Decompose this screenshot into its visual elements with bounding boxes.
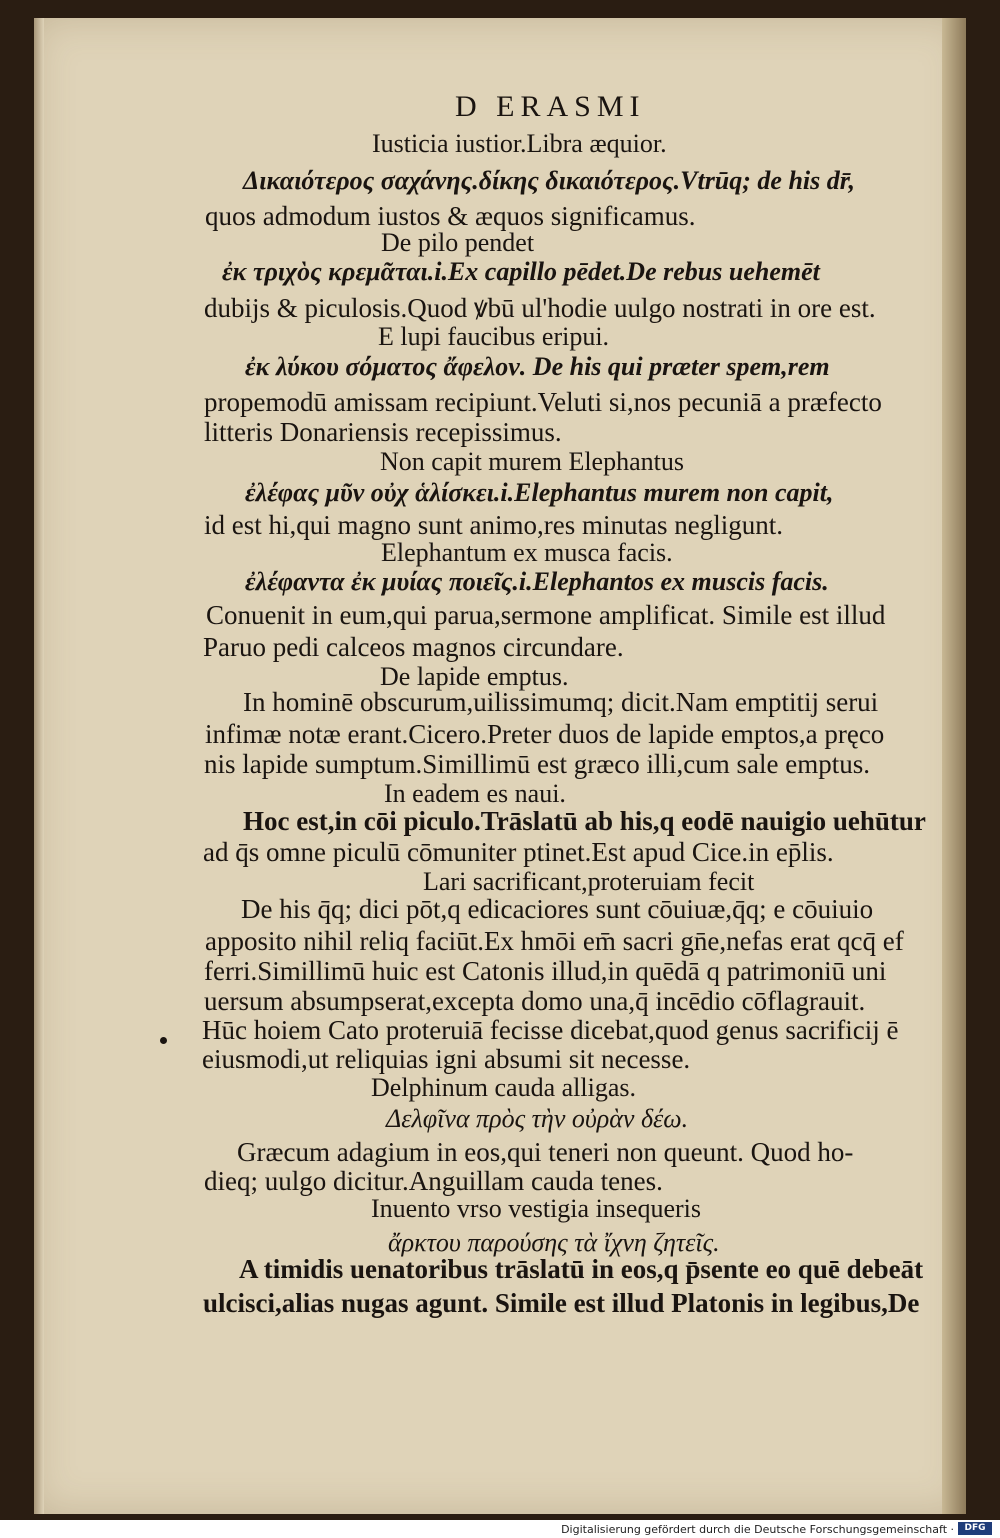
text-line: uersum absumpserat,excepta domo una,q̄ incēdio cōflagrauit. [204,986,866,1016]
text-line: Paruo pedi calceos magnos circundare. [203,632,624,662]
text-line: dieq; uulgo dicitur.Anguillam cauda tenes. [204,1166,663,1196]
text-line: De his q̄q; dici pōt,q edicaciores sunt cōuiuæ,q̄q; e cōuiuio [241,894,874,924]
text-line: id est hi,qui magno sunt animo,res minutas negligunt. [204,510,783,540]
text-line: In hominē obscurum,uilissimumq; dicit.Nam emptitij serui [243,687,879,717]
running-head: D ERASMI [455,90,646,123]
adage-heading: E lupi faucibus eripui. [378,322,610,351]
text-line: nis lapide sumptum.Simillimū est græco illi,cum sale emptus. [204,749,870,779]
page-edge [942,18,966,1514]
text-line: propemodū amissam recipiunt.Veluti si,nos pecuniā a præfecto [204,387,882,417]
margin-mark [160,1037,167,1044]
text-line: ἐκ λύκου σόματος ἄφελον. De his qui præter spem,rem [245,352,830,381]
footer-bar [0,1520,1000,1538]
text-line: ἐκ τριχὸς κρεμᾶται.i.Ex capillo pēdet.De rebus uehemēt [222,257,820,286]
text-line: ferri.Simillimū huic est Catonis illud,in quēdā q patrimoniū uni [204,956,887,986]
adage-heading: Non capit murem Elephantus [380,447,684,476]
text-line: infimæ notæ erant.Cicero.Preter duos de lapide emptos,a pręco [205,719,885,749]
text-line: ἐλέφαντα ἐκ μυίας ποιεῖς.i.Elephantos ex muscis facis. [245,567,829,596]
adage-heading: Elephantum ex musca facis. [381,538,673,567]
text-line: ulcisci,alias nugas agunt. Simile est illud Platonis in legibus,De [203,1288,920,1318]
text-line: Hūc hoiem Cato proteruiā fecisse dicebat,quod genus sacrificij ē [202,1015,899,1045]
adage-heading: De lapide emptus. [380,662,569,691]
text-line: A timidis uenatoribus trāslatū in eos,q p̄sente eo quē debeāt [239,1254,924,1284]
text-line: Græcum adagium in eos,qui teneri non queunt. Quod ho- [237,1137,854,1167]
text-line: Δελφῖνα πρὸς τὴν οὐρὰν δέω. [386,1104,689,1133]
text-line: Δικαιότερος σαχάνης.δίκης δικαιότερος.Vtrūq; de his dr̄, [243,166,855,195]
text-line: ἐλέφας μῦν οὐχ ἁλίσκει.i.Elephantus murem non capit, [245,478,834,507]
adage-heading: Inuento vrso vestigia insequeris [371,1194,701,1223]
text-line: Conuenit in eum,qui parua,sermone amplificat. Simile est illud [206,600,886,630]
text-line: ad q̄s omne piculū cōmuniter ptinet.Est apud Cice.in ep̄lis. [203,837,834,867]
adage-heading: Delphinum cauda alligas. [371,1073,636,1102]
text-line: Hoc est,in cōi piculo.Trāslatū ab his,q eodē nauigio uehūtur [243,806,926,836]
text-line: ἄρκτου παρούσης τὰ ἴχνη ζητεῖς. [388,1228,720,1257]
text-line: quos admodum iustos & æquos significamus. [205,201,696,231]
dfg-logo: DFG [958,1522,992,1535]
page-gutter [34,18,44,1514]
adage-heading: In eadem es naui. [384,779,566,808]
adage-heading: Iusticia iustior.Libra æquior. [372,129,667,158]
text-line: dubijs & piculosis.Quod ꝟbū ul'hodie uulgo nostrati in ore est. [204,293,876,323]
text-line: eiusmodi,ut reliquias igni absumi sit necesse. [202,1044,691,1074]
adage-heading: Lari sacrificant,proteruiam fecit [423,867,755,896]
text-line: apposito nihil reliq faciūt.Ex hmōi em̄ sacri gn̄e,nefas erat qcq̄ ef [205,926,904,956]
footer-credit: Digitalisierung gefördert durch die Deutsche Forschungsgemeinschaft · [561,1523,954,1536]
text-line: litteris Donariensis recepissimus. [204,417,562,447]
adage-heading: De pilo pendet [381,228,535,257]
